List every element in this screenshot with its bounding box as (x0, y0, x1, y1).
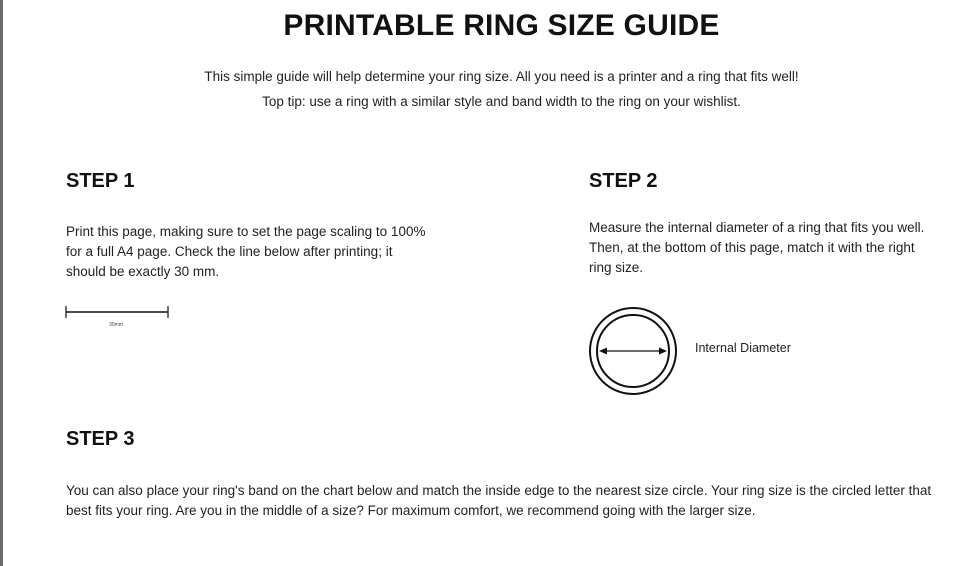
intro-text: This simple guide will help determine your ring size. All you need is a printer and a ring that fits well! (204, 69, 799, 84)
arrow-left-icon (599, 348, 607, 355)
page-title: PRINTABLE RING SIZE GUIDE (283, 9, 720, 42)
arrow-right-icon (659, 348, 667, 355)
step-3-text: You can also place your ring's band on the chart below and match the inside edge to the nearest size circle. Your ring size is the circled letter that best fits your ring. Are you in the middle of a size? For maximum comfort, we recommend going with the larger size. (66, 483, 932, 518)
step-2-heading: STEP 2 (589, 170, 658, 192)
top-tip-text: Top tip: use a ring with a similar style and band width to the ring on your wishlist. (262, 94, 741, 109)
ring-diagram-icon (585, 306, 681, 396)
step-3-heading: STEP 3 (66, 428, 135, 450)
step-2-text: Measure the internal diameter of a ring that fits you well. Then, at the bottom of this page, match it with the right ring size. (589, 220, 925, 275)
internal-diameter-label: Internal Diameter (695, 341, 791, 355)
page-edge-divider (0, 0, 3, 566)
scale-ruler-icon (62, 302, 172, 322)
step-1-text: Print this page, making sure to set the page scaling to 100% for a full A4 page. Check the line below after printing; it should be exactly 30 mm. (66, 224, 426, 279)
scale-label: 30mm (109, 322, 123, 328)
step-1-heading: STEP 1 (66, 170, 135, 192)
